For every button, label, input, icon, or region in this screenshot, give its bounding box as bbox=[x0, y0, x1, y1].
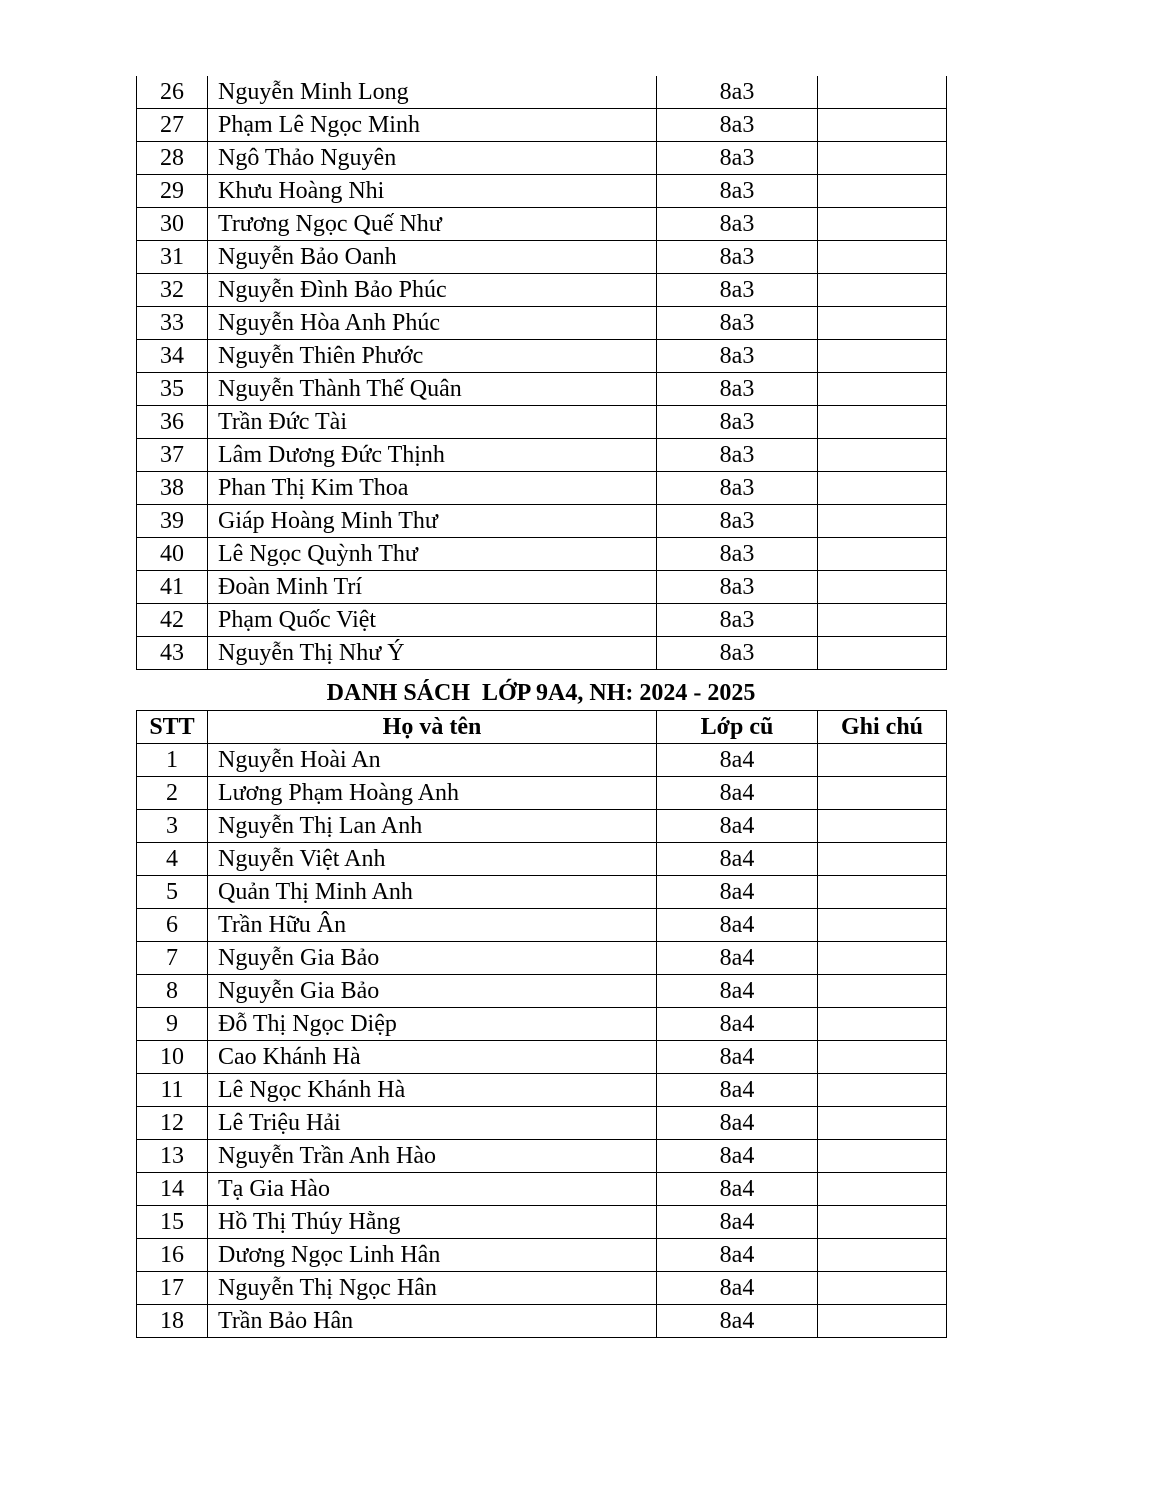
table-row bbox=[137, 571, 947, 604]
cell-note bbox=[818, 1239, 947, 1272]
cell-old-class: 8a4 bbox=[657, 876, 818, 909]
cell-note bbox=[818, 876, 947, 909]
cell-stt: 39 bbox=[137, 505, 208, 538]
table-row bbox=[137, 744, 947, 777]
cell-stt: 31 bbox=[137, 241, 208, 274]
cell-old-class: 8a3 bbox=[657, 175, 818, 208]
cell-stt: 2 bbox=[137, 777, 208, 810]
cell-old-class: 8a4 bbox=[657, 1272, 818, 1305]
cell-stt: 12 bbox=[137, 1107, 208, 1140]
cell-name: Nguyễn Thị Lan Anh bbox=[208, 810, 657, 843]
cell-old-class: 8a4 bbox=[657, 1107, 818, 1140]
table-row bbox=[137, 208, 947, 241]
cell-old-class: 8a3 bbox=[657, 637, 818, 670]
table-row bbox=[137, 637, 947, 670]
table-row bbox=[137, 1008, 947, 1041]
cell-stt: 4 bbox=[137, 843, 208, 876]
cell-stt: 6 bbox=[137, 909, 208, 942]
table-row bbox=[137, 505, 947, 538]
table-row bbox=[137, 1074, 947, 1107]
cell-name: Ngô Thảo Nguyên bbox=[208, 142, 657, 175]
cell-stt: 43 bbox=[137, 637, 208, 670]
cell-stt: 26 bbox=[137, 76, 208, 109]
cell-name: Nguyễn Thiên Phước bbox=[208, 340, 657, 373]
cell-stt: 5 bbox=[137, 876, 208, 909]
table-row bbox=[137, 1206, 947, 1239]
cell-note bbox=[818, 406, 947, 439]
cell-name: Phan Thị Kim Thoa bbox=[208, 472, 657, 505]
cell-name: Khưu Hoàng Nhi bbox=[208, 175, 657, 208]
cell-old-class: 8a4 bbox=[657, 1239, 818, 1272]
table-row bbox=[137, 810, 947, 843]
cell-old-class: 8a4 bbox=[657, 975, 818, 1008]
cell-name: Giáp Hoàng Minh Thư bbox=[208, 505, 657, 538]
table-row bbox=[137, 439, 947, 472]
cell-old-class: 8a4 bbox=[657, 1305, 818, 1338]
cell-old-class: 8a3 bbox=[657, 538, 818, 571]
cell-note bbox=[818, 1272, 947, 1305]
cell-stt: 13 bbox=[137, 1140, 208, 1173]
table-row bbox=[137, 1239, 947, 1272]
table-row bbox=[137, 241, 947, 274]
table-row bbox=[137, 1107, 947, 1140]
table-row bbox=[137, 942, 947, 975]
cell-old-class: 8a3 bbox=[657, 571, 818, 604]
cell-stt: 1 bbox=[137, 744, 208, 777]
cell-old-class: 8a4 bbox=[657, 843, 818, 876]
cell-old-class: 8a3 bbox=[657, 307, 818, 340]
table-row bbox=[137, 909, 947, 942]
table-row bbox=[137, 175, 947, 208]
cell-note bbox=[818, 373, 947, 406]
cell-old-class: 8a4 bbox=[657, 942, 818, 975]
cell-name: Nguyễn Hoài An bbox=[208, 744, 657, 777]
cell-name: Phạm Quốc Việt bbox=[208, 604, 657, 637]
cell-old-class: 8a3 bbox=[657, 76, 818, 109]
cell-note bbox=[818, 439, 947, 472]
cell-stt: 30 bbox=[137, 208, 208, 241]
table-row bbox=[137, 406, 947, 439]
cell-name: Lương Phạm Hoàng Anh bbox=[208, 777, 657, 810]
table-row bbox=[137, 1305, 947, 1338]
cell-note bbox=[818, 1041, 947, 1074]
cell-stt: 9 bbox=[137, 1008, 208, 1041]
cell-note bbox=[818, 843, 947, 876]
header-name: Họ và tên bbox=[208, 711, 657, 744]
cell-name: Nguyễn Đình Bảo Phúc bbox=[208, 274, 657, 307]
table-row bbox=[137, 373, 947, 406]
cell-stt: 37 bbox=[137, 439, 208, 472]
cell-old-class: 8a3 bbox=[657, 109, 818, 142]
cell-stt: 29 bbox=[137, 175, 208, 208]
cell-name: Đỗ Thị Ngọc Diệp bbox=[208, 1008, 657, 1041]
cell-old-class: 8a3 bbox=[657, 505, 818, 538]
cell-stt: 7 bbox=[137, 942, 208, 975]
cell-stt: 28 bbox=[137, 142, 208, 175]
cell-old-class: 8a4 bbox=[657, 810, 818, 843]
cell-note bbox=[818, 175, 947, 208]
cell-note bbox=[818, 1206, 947, 1239]
table-row bbox=[137, 1173, 947, 1206]
cell-old-class: 8a3 bbox=[657, 208, 818, 241]
cell-name: Nguyễn Trần Anh Hào bbox=[208, 1140, 657, 1173]
cell-name: Cao Khánh Hà bbox=[208, 1041, 657, 1074]
cell-stt: 32 bbox=[137, 274, 208, 307]
cell-stt: 18 bbox=[137, 1305, 208, 1338]
cell-name: Trần Hữu Ân bbox=[208, 909, 657, 942]
cell-old-class: 8a4 bbox=[657, 1206, 818, 1239]
cell-stt: 36 bbox=[137, 406, 208, 439]
cell-note bbox=[818, 604, 947, 637]
cell-name: Trương Ngọc Quế Như bbox=[208, 208, 657, 241]
cell-note bbox=[818, 142, 947, 175]
table-row bbox=[137, 1272, 947, 1305]
cell-name: Nguyễn Minh Long bbox=[208, 76, 657, 109]
table-row bbox=[137, 472, 947, 505]
cell-stt: 35 bbox=[137, 373, 208, 406]
cell-name: Trần Đức Tài bbox=[208, 406, 657, 439]
cell-name: Lê Triệu Hải bbox=[208, 1107, 657, 1140]
cell-old-class: 8a3 bbox=[657, 340, 818, 373]
cell-note bbox=[818, 241, 947, 274]
cell-note bbox=[818, 1140, 947, 1173]
cell-name: Nguyễn Bảo Oanh bbox=[208, 241, 657, 274]
cell-note bbox=[818, 307, 947, 340]
table-row bbox=[137, 604, 947, 637]
cell-stt: 14 bbox=[137, 1173, 208, 1206]
table-row bbox=[137, 274, 947, 307]
cell-old-class: 8a4 bbox=[657, 909, 818, 942]
cell-stt: 17 bbox=[137, 1272, 208, 1305]
cell-old-class: 8a4 bbox=[657, 744, 818, 777]
cell-note bbox=[818, 208, 947, 241]
cell-name: Nguyễn Gia Bảo bbox=[208, 942, 657, 975]
cell-name: Đoàn Minh Trí bbox=[208, 571, 657, 604]
cell-name: Lê Ngọc Khánh Hà bbox=[208, 1074, 657, 1107]
cell-old-class: 8a4 bbox=[657, 1140, 818, 1173]
cell-stt: 33 bbox=[137, 307, 208, 340]
cell-old-class: 8a4 bbox=[657, 1041, 818, 1074]
cell-old-class: 8a3 bbox=[657, 373, 818, 406]
cell-old-class: 8a4 bbox=[657, 1173, 818, 1206]
table-row bbox=[137, 843, 947, 876]
table-row bbox=[137, 109, 947, 142]
cell-stt: 15 bbox=[137, 1206, 208, 1239]
cell-stt: 16 bbox=[137, 1239, 208, 1272]
cell-name: Lê Ngọc Quỳnh Thư bbox=[208, 538, 657, 571]
header-stt: STT bbox=[137, 711, 208, 744]
cell-stt: 10 bbox=[137, 1041, 208, 1074]
table-row bbox=[137, 777, 947, 810]
cell-note bbox=[818, 777, 947, 810]
table-row bbox=[137, 1041, 947, 1074]
cell-note bbox=[818, 1107, 947, 1140]
table-row bbox=[137, 876, 947, 909]
student-table-9a4 bbox=[136, 710, 947, 1338]
cell-note bbox=[818, 76, 947, 109]
cell-name: Lâm Dương Đức Thịnh bbox=[208, 439, 657, 472]
table-row bbox=[137, 1140, 947, 1173]
student-table-continued bbox=[136, 76, 947, 670]
cell-stt: 8 bbox=[137, 975, 208, 1008]
cell-note bbox=[818, 1173, 947, 1206]
table-row bbox=[137, 307, 947, 340]
table-row bbox=[137, 340, 947, 373]
cell-stt: 11 bbox=[137, 1074, 208, 1107]
cell-note bbox=[818, 538, 947, 571]
cell-old-class: 8a3 bbox=[657, 241, 818, 274]
cell-note bbox=[818, 975, 947, 1008]
cell-name: Hồ Thị Thúy Hằng bbox=[208, 1206, 657, 1239]
cell-note bbox=[818, 909, 947, 942]
cell-stt: 40 bbox=[137, 538, 208, 571]
cell-stt: 38 bbox=[137, 472, 208, 505]
cell-note bbox=[818, 637, 947, 670]
table-header-row bbox=[137, 711, 947, 744]
cell-name: Nguyễn Việt Anh bbox=[208, 843, 657, 876]
cell-name: Quản Thị Minh Anh bbox=[208, 876, 657, 909]
cell-note bbox=[818, 571, 947, 604]
cell-old-class: 8a4 bbox=[657, 777, 818, 810]
cell-note bbox=[818, 340, 947, 373]
cell-old-class: 8a3 bbox=[657, 142, 818, 175]
cell-name: Tạ Gia Hào bbox=[208, 1173, 657, 1206]
cell-old-class: 8a3 bbox=[657, 406, 818, 439]
cell-old-class: 8a3 bbox=[657, 274, 818, 307]
cell-old-class: 8a4 bbox=[657, 1074, 818, 1107]
cell-old-class: 8a4 bbox=[657, 1008, 818, 1041]
table-row bbox=[137, 975, 947, 1008]
cell-note bbox=[818, 274, 947, 307]
cell-note bbox=[818, 1074, 947, 1107]
cell-old-class: 8a3 bbox=[657, 439, 818, 472]
cell-name: Trần Bảo Hân bbox=[208, 1305, 657, 1338]
cell-name: Dương Ngọc Linh Hân bbox=[208, 1239, 657, 1272]
cell-note bbox=[818, 505, 947, 538]
cell-note bbox=[818, 810, 947, 843]
table-row bbox=[137, 142, 947, 175]
cell-note bbox=[818, 109, 947, 142]
cell-note bbox=[818, 1305, 947, 1338]
header-note: Ghi chú bbox=[818, 711, 947, 744]
cell-stt: 42 bbox=[137, 604, 208, 637]
cell-old-class: 8a3 bbox=[657, 472, 818, 505]
cell-name: Nguyễn Thị Ngọc Hân bbox=[208, 1272, 657, 1305]
cell-note bbox=[818, 1008, 947, 1041]
cell-name: Phạm Lê Ngọc Minh bbox=[208, 109, 657, 142]
table-row bbox=[137, 76, 947, 109]
cell-stt: 27 bbox=[137, 109, 208, 142]
cell-name: Nguyễn Thị Như Ý bbox=[208, 637, 657, 670]
cell-name: Nguyễn Thành Thế Quân bbox=[208, 373, 657, 406]
cell-note bbox=[818, 744, 947, 777]
section-title: DANH SÁCH LỚP 9A4, NH: 2024 - 2025 bbox=[326, 680, 756, 706]
cell-note bbox=[818, 472, 947, 505]
header-old-class: Lớp cũ bbox=[657, 711, 818, 744]
cell-name: Nguyễn Gia Bảo bbox=[208, 975, 657, 1008]
cell-old-class: 8a3 bbox=[657, 604, 818, 637]
cell-stt: 3 bbox=[137, 810, 208, 843]
cell-stt: 34 bbox=[137, 340, 208, 373]
table-row bbox=[137, 538, 947, 571]
cell-name: Nguyễn Hòa Anh Phúc bbox=[208, 307, 657, 340]
cell-note bbox=[818, 942, 947, 975]
cell-stt: 41 bbox=[137, 571, 208, 604]
